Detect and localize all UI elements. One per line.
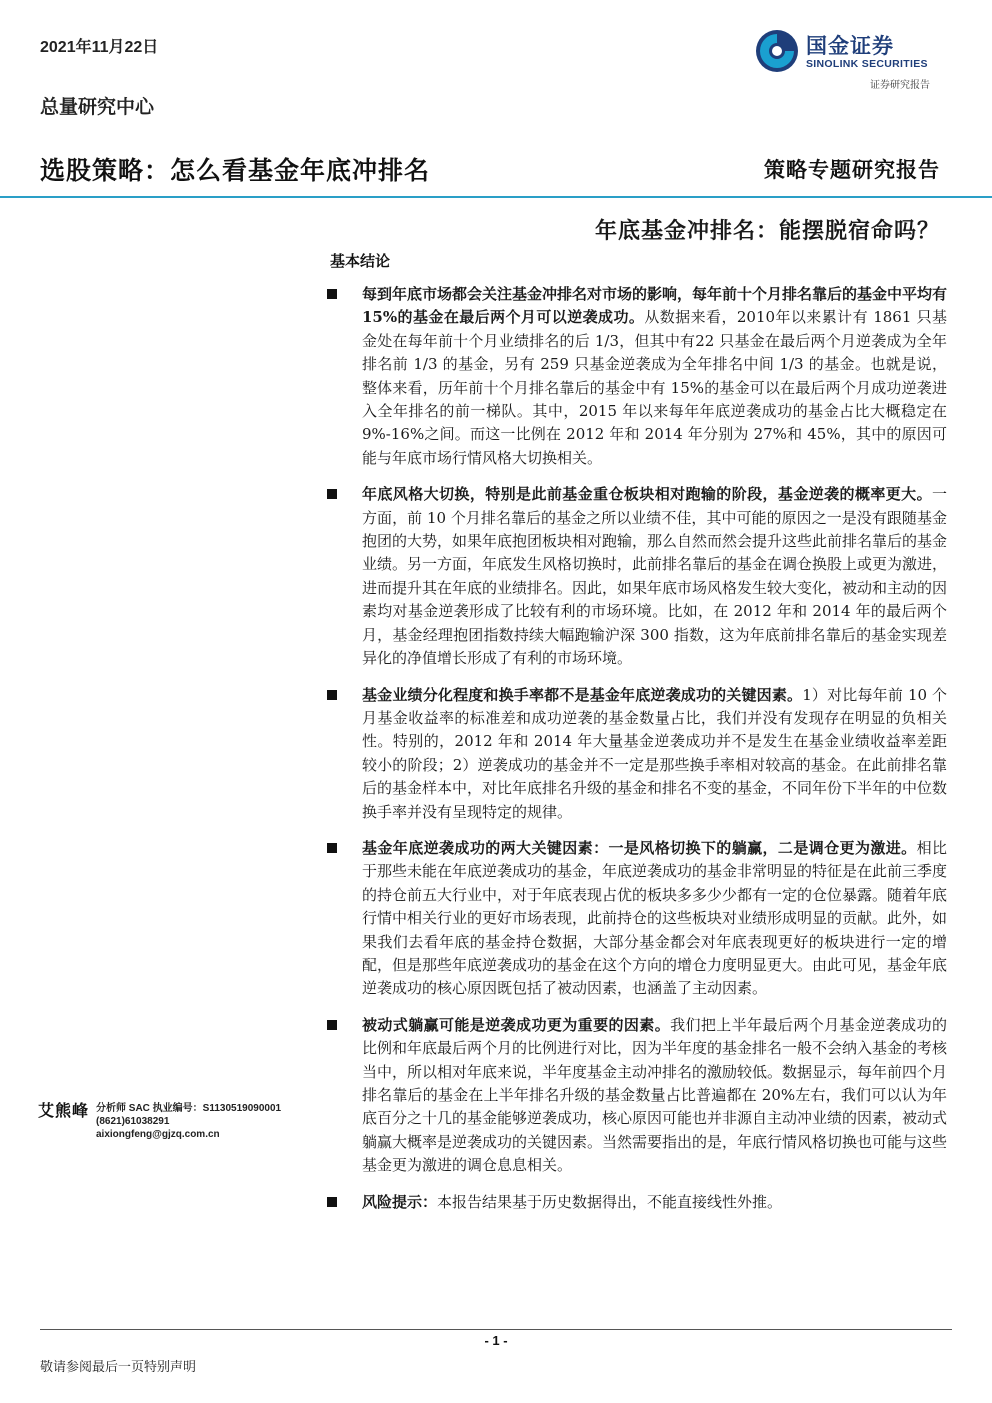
author-name: 艾熊峰 [38,1101,90,1120]
point-text: 相比于那些未能在年底逆袭成功的基金，年底逆袭成功的基金非常明显的特征是在此前三季度的持仓前五大行业中，对于年底表现占优的板块多多少少都有一定的仓位暴露。随着年底行情中相关行业的更好市场表现，此前持仓的这些板块对业绩形成明显的贡献。此外，如果我们去看年底的基金持仓数据，大部分基金都会对年底表现更好的板块进行一定的增配，但是那些年底逆袭成功的基金在这个方向的增仓力度明显更大。由此可见，基金年底逆袭成功的核心原因既包括了被动因素，也涵盖了主动因素。 [362,838,948,998]
point-bold: 年底风格大切换，特别是此前基金重仓板块相对跑输的阶段，基金逆袭的概率更大。 [362,485,932,504]
point-text: 本报告结果基于历史数据得出，不能直接线性外推。 [437,1192,783,1211]
point-text: 一方面，前 10 个月排名靠后的基金之所以业绩不佳，其中可能的原因之一是没有跟随基金抱团的大势，如果年底抱团板块相对跑输，那么自然而然会提升这些此前排名靠后的基金业绩。另一方面，年底发生风格切换时，此前排名靠后的基金在调仓换股上或更为激进，进而提升其在年底的业绩排名。因此，如果年底市场风格发生较大变化，被动和主动的因素均对基金逆袭形成了比较有利的市场环境。比如，在 2012 年和 2014 年的最后两个月，基金经理抱团指数持续大幅跑输沪深 300 指数，这为年底前排名靠后的基金实现差异化的净值增长形成了有利的市场环境。 [362,485,948,668]
conclusion-point [327,1014,947,1178]
logo-name-en: SINOLINK SECURITIES [806,58,928,70]
risk-warning [327,1191,947,1214]
point-text: 我们把上半年最后两个月基金逆袭成功的比例和年底最后两个月的比例进行对比，因为半年度的基金排名一般不会纳入基金的考核当中，所以相对年底来说，半年度基金主动冲排名的激励较低。数据显示，每年前四个月排名靠后的基金在上半年排名升级的基金数量占比普遍都在 20%左右，我们可以认为年底百分之十几的基金能够逆袭成功，核心原因可能也并非源自主动冲业绩的因素，被动式躺赢大概率是逆袭成功的关键因素。当然需要指出的是，年底行情风格切换也可能与这些基金更为激进的调仓息息相关。 [362,1015,948,1175]
logo-subtitle: 证券研究报告 [870,80,930,91]
page-number: - 1 - [484,1333,508,1348]
conclusion-list [327,283,947,1227]
point-bold: 基金业绩分化程度和换手率都不是基金年底逆袭成功的关键因素。 [362,685,803,704]
conclusion-point [327,483,947,670]
point-bold: 被动式躺赢可能是逆袭成功更为重要的因素。 [362,1015,671,1034]
square-bullet-icon [327,690,337,700]
department: 总量研究中心 [40,96,155,118]
report-type: 策略专题研究报告 [764,157,940,182]
square-bullet-icon [327,1020,337,1030]
conclusion-heading: 基本结论 [330,252,391,270]
report-title: 选股策略：怎么看基金年底冲排名 [40,156,431,185]
logo-name-cn: 国金证券 [806,34,894,58]
author-info [96,1102,281,1141]
report-date: 2021年11月22日 [40,39,159,56]
conclusion-point [327,684,947,824]
square-bullet-icon [327,843,337,853]
sinolink-logo-icon [754,28,800,74]
disclaimer-note: 敬请参阅最后一页特别声明 [40,1360,197,1375]
square-bullet-icon [327,289,337,299]
report-subtitle: 年底基金冲排名：能摆脱宿命吗？ [594,218,940,244]
company-logo [754,28,954,92]
point-bold: 每到年底市场都会关注基金冲排名对市场的影响，每年前十个月排名靠后的基金中平均有 15%的基金在最后两个月可以逆袭成功。 [362,285,948,327]
footer-divider [40,1329,952,1330]
point-text: 从数据来看，2010年以来累计有 1861 只基金处在每年前十个月业绩排名的后 1/3，但其中有22 只基金在最后两个月逆袭成为全年排名前 1/3 的基金，另有 259 只基金逆袭成为全年排名中间 1/3 的基金。也就是说，整体来看，历年前十个月排名靠后的基金中有 15%的基金可以在最后两个月成功逆袭进入全年排名的前一梯队。其中，2015 年以来每年年底逆袭成功的基金占比大概稳定在 9%-16%之间。而这一比例在 2012 年和 2014 年分别为 27%和 45%，其中的原因可能与年底市场行情风格大切换相关。 [362,308,947,467]
author-role: 分析师 SAC 执业编号：S1130519090001 [96,1103,282,1114]
conclusion-point [327,283,947,470]
square-bullet-icon [327,489,337,499]
square-bullet-icon [327,1197,337,1207]
conclusion-point [327,837,947,1001]
author-email[interactable]: aixiongfeng@gjzq.com.cn [96,1129,220,1140]
author-phone: (8621)61038291 [96,1116,170,1127]
point-text: 1）对比每年前 10 个月基金收益率的标准差和成功逆袭的基金数量占比，我们并没有发现存在明显的负相关性。特别的，2012 年和 2014 年大量基金逆袭成功并不是发生在基金业绩收益率差距较小的阶段；2）逆袭成功的基金并不一定是那些换手率相对较高的基金。在此前排名靠后的基金样本中，对比年底排名升级的基金和排名不变的基金，不同年份下半年的中位数换手率并没有呈现特定的规律。 [362,685,948,821]
title-divider [0,196,992,198]
point-bold: 风险提示： [362,1192,438,1211]
point-bold: 基金年底逆袭成功的两大关键因素：一是风格切换下的躺赢，二是调仓更为激进。 [362,838,917,857]
